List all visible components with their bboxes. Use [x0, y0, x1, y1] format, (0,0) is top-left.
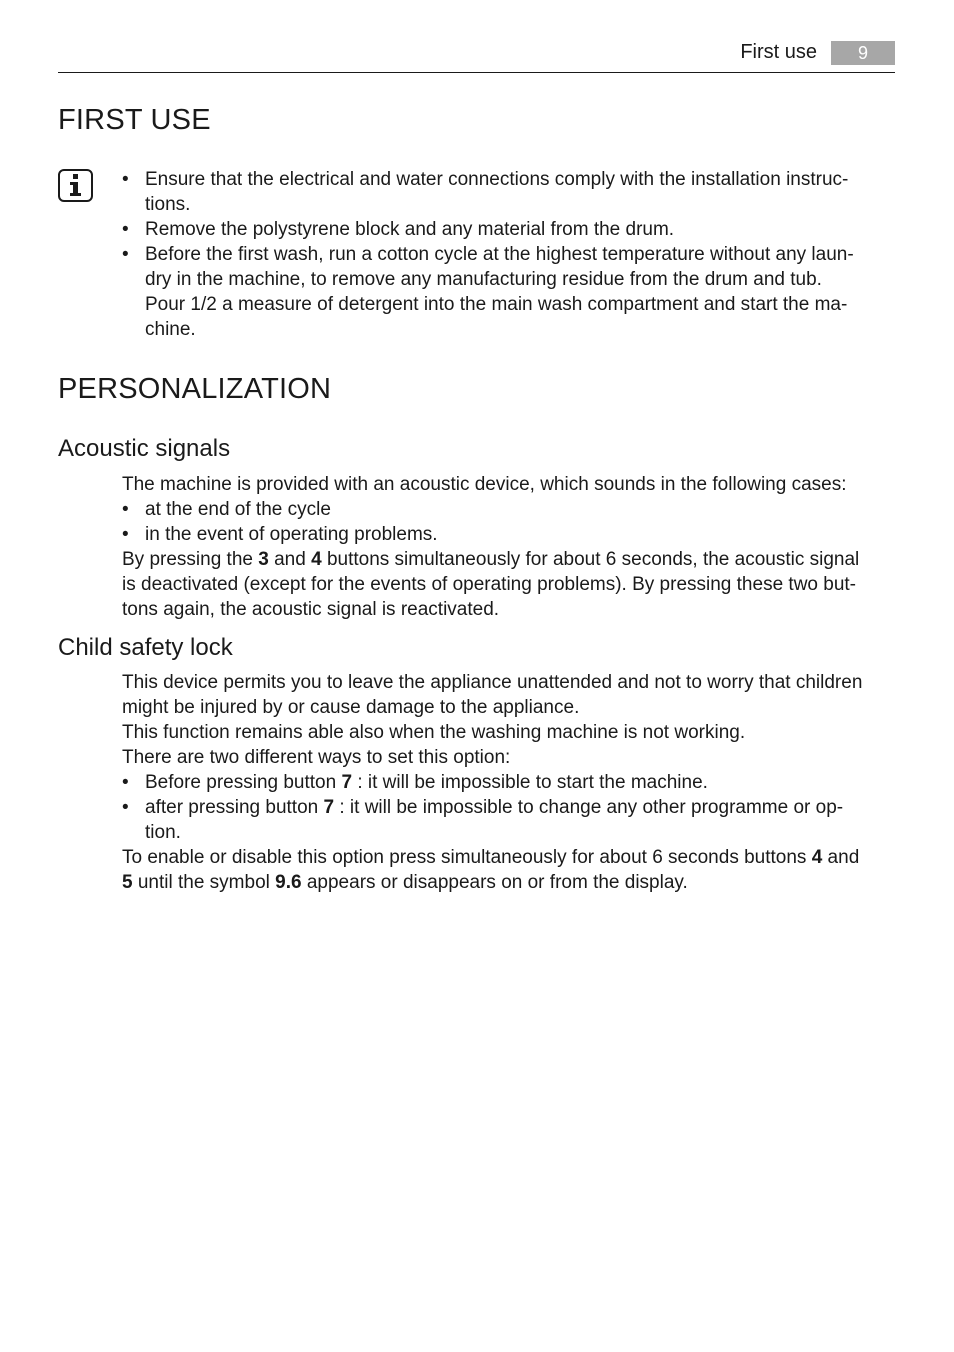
child-lock-paragraph-1: This device permits you to leave the appliance unattended and not to worry that children might be injured by or cause damage to the appliance. [122, 672, 863, 718]
button-number: 7 [323, 797, 335, 818]
personalization-heading: PERSONALIZATION [58, 373, 332, 405]
button-number: 7 [341, 772, 353, 793]
first-use-heading: FIRST USE [58, 104, 211, 136]
first-use-list [122, 167, 896, 342]
button-number: 4 [811, 847, 823, 868]
acoustic-deactivation-paragraph: By pressing the 3 and 4 buttons simultaneously for about 6 seconds, the acoustic signal is deactivated (except for the events of operating problems). By pressing these two but- tons again, the acoustic signal is reactivated. [122, 549, 860, 620]
child-safety-lock-heading: Child safety lock [58, 634, 233, 661]
info-icon [58, 169, 93, 202]
button-number: 3 [258, 549, 269, 570]
list-item: • Remove the polystyrene block and any material from the drum. [122, 217, 896, 242]
list-item: • Ensure that the electrical and water connections comply with the installation instruc- tions. [122, 167, 896, 217]
running-section-title: First use [740, 41, 817, 63]
page-number: 9 [831, 41, 895, 65]
child-lock-enable-paragraph: To enable or disable this option press simultaneously for about 6 seconds buttons 4 and 5 until the symbol 9.6 appears or disappears on or from the display. [122, 847, 860, 893]
child-lock-paragraph-2: This function remains able also when the washing machine is not working. [122, 722, 746, 743]
acoustic-signals-section [122, 472, 896, 622]
acoustic-signals-heading: Acoustic signals [58, 435, 231, 462]
list-item: • after pressing button 7 : it will be impossible to change any other programme or op- tion. [122, 795, 896, 845]
button-number: 4 [311, 549, 322, 570]
info-glyph [60, 171, 91, 200]
list-item: • in the event of operating problems. [122, 522, 896, 547]
button-number: 5 [122, 872, 133, 893]
list-item: • at the end of the cycle [122, 497, 896, 522]
child-lock-paragraph-3: There are two different ways to set this option: [122, 747, 511, 768]
child-safety-lock-section [122, 670, 896, 895]
display-symbol: 9.6 [275, 872, 302, 893]
list-item: • Before the first wash, run a cotton cycle at the highest temperature without any laun- dry in the machine, to remove any manufacturing residue from the drum and tub. Pour 1/2 a measure of detergent into the main wash compartment and start the ma- chine. [122, 242, 896, 342]
acoustic-intro: The machine is provided with an acoustic device, which sounds in the following cases: [122, 474, 847, 495]
list-item: • Before pressing button 7 : it will be impossible to start the machine. [122, 770, 896, 795]
running-header [58, 40, 895, 73]
